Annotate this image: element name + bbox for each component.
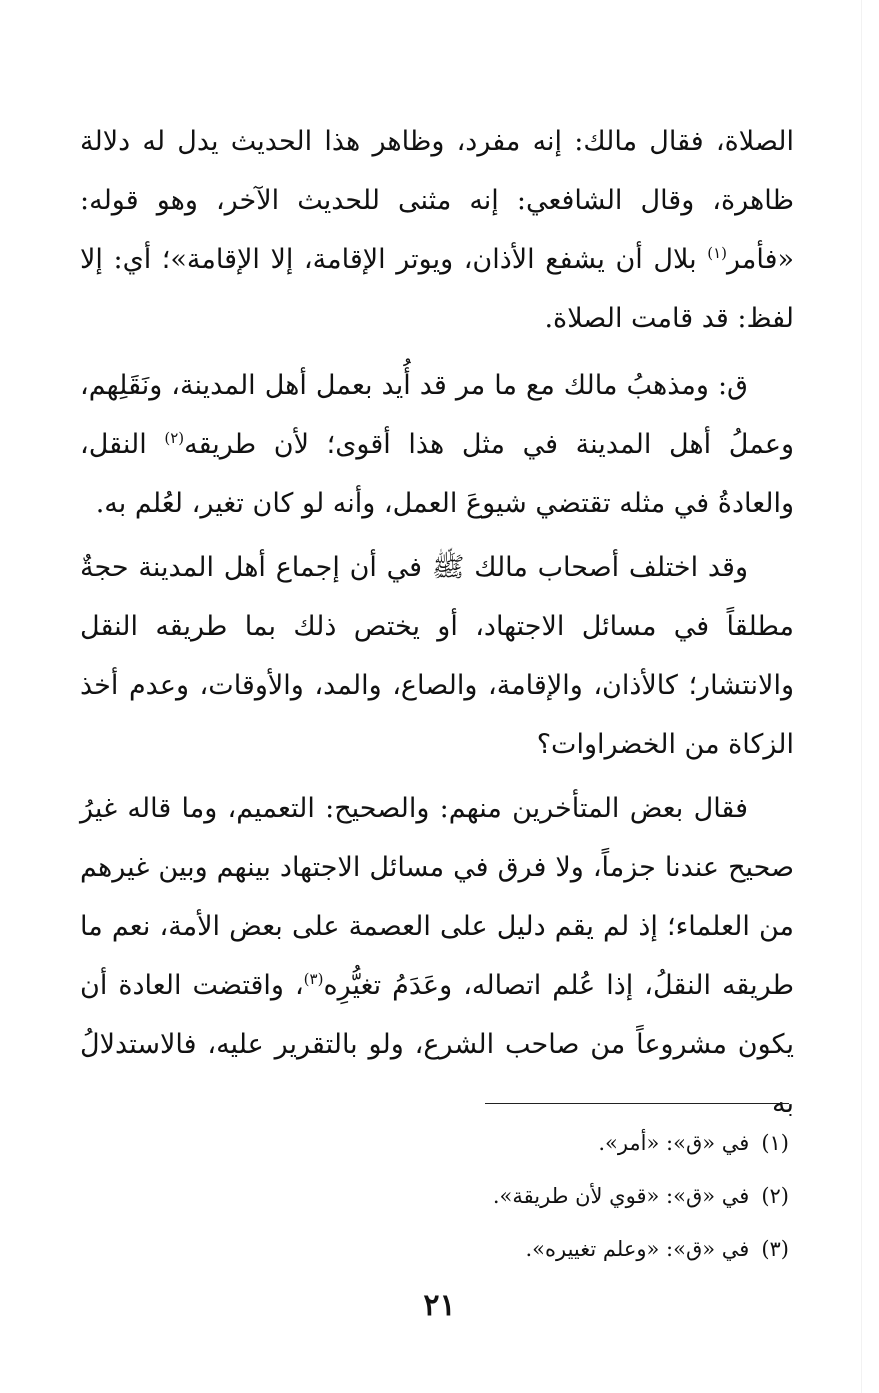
footnote-3 — [229, 1223, 789, 1276]
footnote-1 — [229, 1117, 789, 1170]
paragraph-4-tail: ، واقتضت العادة أن يكون مشروعاً من صاحب الشرع، ولو بالتقرير عليه، فالاستدلالُ به — [80, 970, 794, 1119]
page-number: ٢١ — [423, 1288, 456, 1323]
paragraph-4-text: فقال بعض المتأخرين منهم: والصحيح: التعميم، وما قاله غيرُ صحيح عندنا جزماً، ولا فرق في مسائل الاجتهاد بينهم وبين غيرهم من العلماء؛ إذ لم يقم دليل على العصمة على بعض الأمة، نعم ما طريقه النقلُ، إذا عُلم اتصاله، وعَدَمُ تغيُّرِه — [80, 793, 794, 1001]
footnotes-section — [229, 1117, 789, 1276]
paragraph-1 — [80, 112, 794, 348]
footnote-ref-3: (٣) — [303, 970, 324, 988]
footnote-number: (٢) — [761, 1184, 789, 1208]
paragraph-3 — [80, 538, 794, 774]
footnote-divider — [485, 1103, 789, 1104]
paragraph-1-tail: بلال أن يشفع الأذان، ويوتر الإقامة، إلا الإقامة»؛ أي: إلا لفظ: قد قامت الصلاة. — [80, 244, 794, 334]
footnote-number: (١) — [761, 1131, 789, 1155]
footnote-text: في «ق»: «أمر». — [598, 1131, 750, 1155]
paragraph-1-text: الصلاة، فقال مالك: إنه مفرد، وظاهر هذا الحديث يدل له دلالة ظاهرة، وقال الشافعي: إنه مثنى للحديث الآخر، وهو قوله: «فأمر — [80, 126, 794, 275]
paragraph-2-tail: النقل، والعادةُ في مثله تقتضي شيوعَ العمل، وأنه لو كان تغير، لعُلم به. — [80, 429, 794, 519]
footnote-ref-1: (١) — [707, 244, 727, 262]
footnote-text: في «ق»: «قوي لأن طريقة». — [492, 1184, 750, 1208]
paragraph-3-text: وقد اختلف أصحاب مالك ﷺ في أن إجماع أهل المدينة حجةٌ مطلقاً في مسائل الاجتهاد، أو يختص ذلك بما طريقه النقل والانتشار؛ كالأذان، والإقامة، والصاع، والمد، والأوقات، وعدم أخذ الزكاة من الخضراوات؟ — [80, 552, 794, 760]
footnote-text: في «ق»: «وعلم تغييره». — [525, 1237, 750, 1261]
paragraph-4 — [80, 779, 794, 1133]
paragraph-2 — [80, 356, 794, 533]
scan-edge-line — [861, 0, 862, 1393]
footnote-ref-2: (٢) — [164, 429, 185, 447]
footnote-2 — [229, 1170, 789, 1223]
paragraph-2-text: ق: ومذهبُ مالك مع ما مر قد أُيد بعمل أهل المدينة، ونَقَلِهم، وعملُ أهل المدينة في مثل هذا أقوى؛ لأن طريقه — [80, 370, 794, 460]
footnote-number: (٣) — [761, 1237, 789, 1261]
